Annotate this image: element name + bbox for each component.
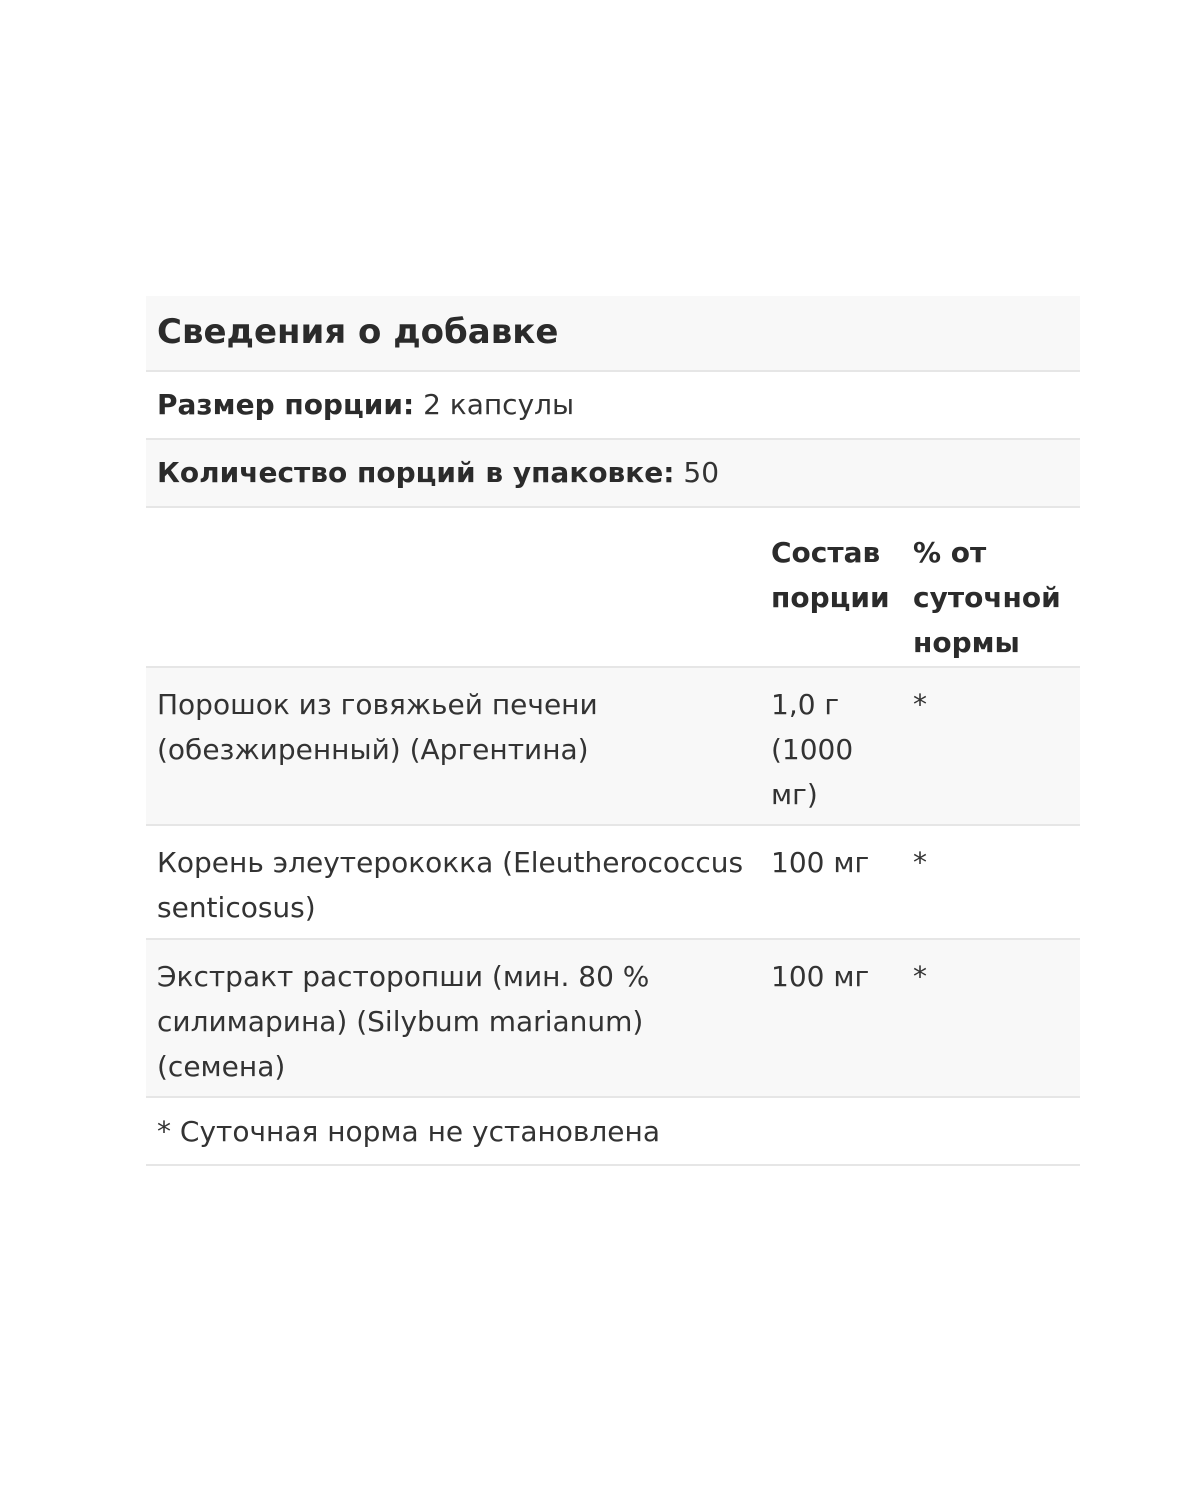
servings-per-container-label: Количество порций в упаковке: bbox=[157, 456, 675, 489]
ingredient-name bbox=[146, 954, 771, 1096]
header-amount bbox=[771, 530, 913, 666]
header-amount-line: порции bbox=[771, 581, 890, 614]
table-row bbox=[146, 826, 1080, 940]
serving-size-row bbox=[146, 372, 1080, 440]
ingredient-amount bbox=[771, 840, 913, 938]
table-row bbox=[146, 940, 1080, 1098]
header-dv-line: нормы bbox=[913, 626, 1020, 659]
ingredient-name-line: senticosus) bbox=[157, 891, 316, 924]
ingredient-amount bbox=[771, 954, 913, 1096]
ingredient-name-line: Порошок из говяжьей печени bbox=[157, 688, 598, 721]
servings-per-container-row bbox=[146, 440, 1080, 508]
table-header-row bbox=[146, 508, 1080, 668]
ingredient-amount bbox=[771, 682, 913, 824]
table-row bbox=[146, 668, 1080, 826]
serving-size-value: 2 капсулы bbox=[423, 388, 575, 421]
header-daily-value bbox=[913, 530, 1080, 666]
ingredient-amount-line: мг) bbox=[771, 778, 818, 811]
ingredient-name bbox=[146, 682, 771, 824]
panel-title: Сведения о добавке bbox=[146, 296, 1080, 372]
ingredient-daily-value: * bbox=[913, 960, 927, 993]
ingredient-daily-value: * bbox=[913, 688, 927, 721]
ingredient-name-line: Экстракт расторопши (мин. 80 % bbox=[157, 960, 650, 993]
header-dv-line: % от bbox=[913, 536, 987, 569]
header-amount-line: Состав bbox=[771, 536, 881, 569]
ingredient-name bbox=[146, 840, 771, 938]
ingredient-name-line: силимарина) (Silybum marianum) bbox=[157, 1005, 644, 1038]
ingredient-daily-value: * bbox=[913, 846, 927, 879]
ingredient-amount-line: (1000 bbox=[771, 733, 854, 766]
ingredient-name-line: Корень элеутерококка (Eleutherococcus bbox=[157, 846, 744, 879]
ingredient-amount-line: 100 мг bbox=[771, 960, 870, 993]
ingredient-name-line: (обезжиренный) (Аргентина) bbox=[157, 733, 589, 766]
footnote: * Суточная норма не установлена bbox=[146, 1098, 1080, 1166]
ingredient-amount-line: 1,0 г bbox=[771, 688, 840, 721]
servings-per-container-value: 50 bbox=[683, 456, 720, 489]
ingredient-name-line: (семена) bbox=[157, 1050, 286, 1083]
header-ingredient bbox=[146, 530, 771, 666]
ingredient-amount-line: 100 мг bbox=[771, 846, 870, 879]
supplement-facts-panel bbox=[146, 296, 1080, 1166]
serving-size-label: Размер порции: bbox=[157, 388, 415, 421]
header-dv-line: суточной bbox=[913, 581, 1061, 614]
